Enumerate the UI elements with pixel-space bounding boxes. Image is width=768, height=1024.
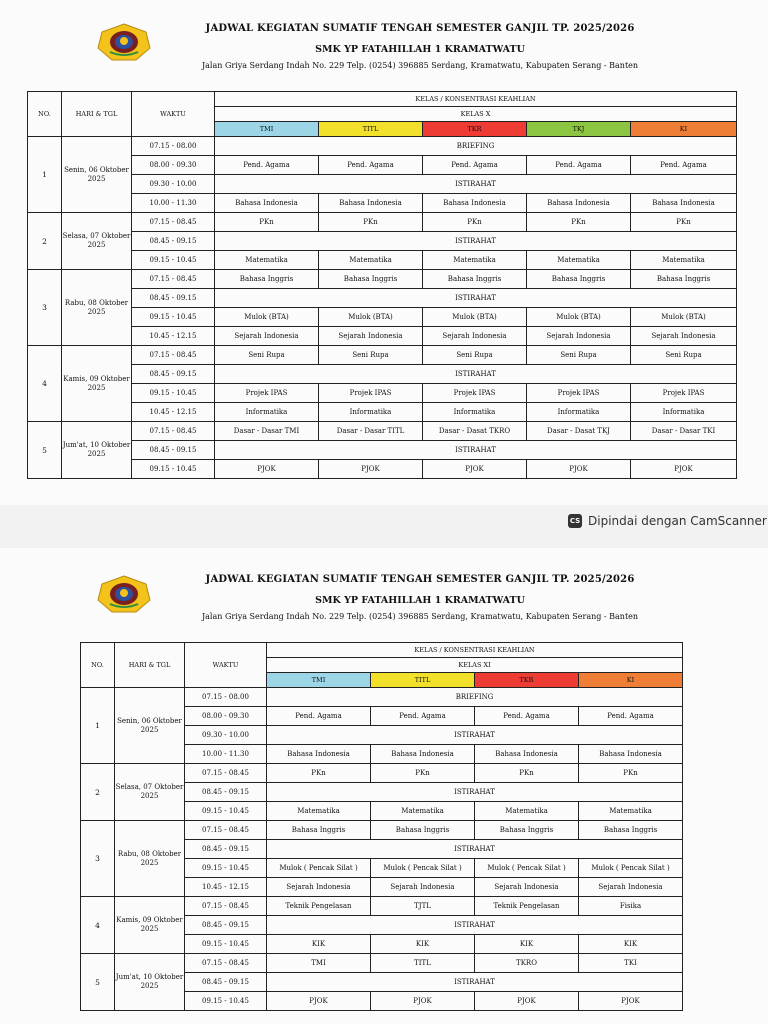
subject-cell: Teknik Pengelasan <box>267 897 371 916</box>
header-row <box>81 643 683 658</box>
document-header <box>140 23 700 70</box>
time-slot: 10.00 - 11.30 <box>185 745 267 764</box>
subject-cell: Seni Rupa <box>631 346 737 365</box>
subject-cell: Mulok ( Pencak Silat ) <box>371 859 475 878</box>
subject-cell: Seni Rupa <box>527 346 631 365</box>
subject-cell: Informatika <box>423 403 527 422</box>
subject-cell: PJOK <box>371 992 475 1011</box>
schedule-row <box>28 175 737 194</box>
subject-cell: Bahasa Inggris <box>423 270 527 289</box>
subject-cell: Pend. Agama <box>579 707 683 726</box>
schedule-row <box>28 346 737 365</box>
subject-cell: Matematika <box>527 251 631 270</box>
merged-activity: ISTIRAHAT <box>215 232 737 251</box>
subject-cell: TITL <box>371 954 475 973</box>
subject-cell: Bahasa Indonesia <box>215 194 319 213</box>
subject-cell: Bahasa Inggris <box>631 270 737 289</box>
subject-cell: Pend. Agama <box>527 156 631 175</box>
schedule-row <box>81 897 683 916</box>
merged-activity: ISTIRAHAT <box>215 289 737 308</box>
subject-cell: PKn <box>371 764 475 783</box>
time-slot: 07.15 - 08.00 <box>185 688 267 707</box>
merged-activity: ISTIRAHAT <box>267 973 683 992</box>
schedule-table-kelas-x <box>27 91 737 479</box>
schedule-row <box>81 764 683 783</box>
subject-cell: Teknik Pengelasan <box>475 897 579 916</box>
day-date: Kamis, 09 Oktober 2025 <box>115 897 185 954</box>
class-header-ki: KI <box>579 673 683 688</box>
subject-cell: Mulok (BTA) <box>319 308 423 327</box>
subject-cell: Bahasa Indonesia <box>319 194 423 213</box>
subject-cell: Pend. Agama <box>267 707 371 726</box>
time-slot: 08.45 - 09.15 <box>132 441 215 460</box>
subject-cell: Mulok ( Pencak Silat ) <box>579 859 683 878</box>
time-slot: 09.15 - 10.45 <box>185 935 267 954</box>
schedule-row <box>28 251 737 270</box>
subject-cell: Matematika <box>579 802 683 821</box>
subject-cell: PJOK <box>579 992 683 1011</box>
day-date: Jum'at, 10 Oktober 2025 <box>115 954 185 1011</box>
subject-cell: PJOK <box>475 992 579 1011</box>
subject-cell: PKn <box>527 213 631 232</box>
time-slot: 07.15 - 08.45 <box>132 346 215 365</box>
schedule-row <box>28 422 737 441</box>
time-slot: 10.45 - 12.15 <box>132 327 215 346</box>
day-number: 4 <box>28 346 62 422</box>
subject-cell: Mulok (BTA) <box>631 308 737 327</box>
school-name: SMK YP FATAHILLAH 1 KRAMATWATU <box>315 44 525 55</box>
time-slot: 09.15 - 10.45 <box>185 992 267 1011</box>
subject-cell: Projek IPAS <box>527 384 631 403</box>
time-slot: 08.45 - 09.15 <box>185 973 267 992</box>
schedule-row <box>28 289 737 308</box>
subject-cell: KIK <box>579 935 683 954</box>
document-header <box>140 574 700 621</box>
subject-cell: Bahasa Inggris <box>579 821 683 840</box>
subject-cell: Sejarah Indonesia <box>215 327 319 346</box>
class-header-titl: TITL <box>319 122 423 137</box>
time-slot: 10.45 - 12.15 <box>132 403 215 422</box>
school-name: SMK YP FATAHILLAH 1 KRAMATWATU <box>315 595 525 606</box>
camscanner-badge <box>568 514 767 528</box>
subject-cell: TKRO <box>475 954 579 973</box>
schedule-page-kelas-xi <box>0 548 768 1024</box>
subject-cell: Bahasa Indonesia <box>527 194 631 213</box>
subject-cell: Mulok ( Pencak Silat ) <box>475 859 579 878</box>
time-slot: 08.45 - 09.15 <box>185 783 267 802</box>
class-header-titl: TITL <box>371 673 475 688</box>
merged-activity: ISTIRAHAT <box>215 441 737 460</box>
subject-cell: PKn <box>579 764 683 783</box>
schedule-table-kelas-xi <box>80 642 683 1011</box>
subject-cell: PKn <box>267 764 371 783</box>
subject-cell: PKn <box>475 764 579 783</box>
time-slot: 09.30 - 10.00 <box>132 175 215 194</box>
subject-cell: Bahasa Indonesia <box>631 194 737 213</box>
time-slot: 09.15 - 10.45 <box>185 802 267 821</box>
document-title: JADWAL KEGIATAN SUMATIF TENGAH SEMESTER GANJIL TP. 2025/2026 <box>205 574 635 585</box>
subject-cell: Bahasa Indonesia <box>475 745 579 764</box>
subject-cell: Informatika <box>319 403 423 422</box>
school-address: Jalan Griya Serdang Indah No. 229 Telp. (0254) 396885 Serdang, Kramatwatu, Kabupaten Serang - Banten <box>201 612 639 621</box>
merged-activity: ISTIRAHAT <box>267 726 683 745</box>
subject-cell: Bahasa Indonesia <box>371 745 475 764</box>
class-header-tmi: TMI <box>267 673 371 688</box>
day-date: Senin, 06 Oktober 2025 <box>115 688 185 764</box>
subject-cell: KIK <box>371 935 475 954</box>
subject-cell: PKn <box>319 213 423 232</box>
subject-cell: Informatika <box>215 403 319 422</box>
day-date: Rabu, 08 Oktober 2025 <box>115 821 185 897</box>
merged-activity: ISTIRAHAT <box>267 783 683 802</box>
subject-cell: PJOK <box>631 460 737 479</box>
class-header-tkj: TKJ <box>527 122 631 137</box>
subject-cell: Informatika <box>631 403 737 422</box>
class-header-tmi: TMI <box>215 122 319 137</box>
subject-cell: Dasar - Dasar TKI <box>631 422 737 441</box>
time-slot: 07.15 - 08.45 <box>185 954 267 973</box>
subject-cell: Pend. Agama <box>319 156 423 175</box>
class-header-tkr: TKR <box>423 122 527 137</box>
time-slot: 09.15 - 10.45 <box>132 384 215 403</box>
subject-cell: Sejarah Indonesia <box>423 327 527 346</box>
header-day: HARI & TGL <box>62 92 132 137</box>
day-number: 5 <box>81 954 115 1011</box>
subject-cell: Bahasa Inggris <box>319 270 423 289</box>
time-slot: 07.15 - 08.45 <box>185 897 267 916</box>
subject-cell: Projek IPAS <box>631 384 737 403</box>
time-slot: 09.15 - 10.45 <box>185 859 267 878</box>
subject-cell: Bahasa Inggris <box>215 270 319 289</box>
subject-cell: Sejarah Indonesia <box>527 327 631 346</box>
subject-cell: Pend. Agama <box>215 156 319 175</box>
subject-cell: PJOK <box>423 460 527 479</box>
day-number: 4 <box>81 897 115 954</box>
schedule-row <box>28 460 737 479</box>
subject-cell: Sejarah Indonesia <box>371 878 475 897</box>
schedule-row <box>81 688 683 707</box>
time-slot: 07.15 - 08.00 <box>132 137 215 156</box>
subject-cell: KIK <box>475 935 579 954</box>
merged-activity: BRIEFING <box>215 137 737 156</box>
subject-cell: Dasar - Dasat TKRO <box>423 422 527 441</box>
day-date: Senin, 06 Oktober 2025 <box>62 137 132 213</box>
subject-cell: Pend. Agama <box>423 156 527 175</box>
header-kelas-konsentrasi: KELAS / KONSENTRASI KEAHLIAN <box>215 92 737 107</box>
time-slot: 09.15 - 10.45 <box>132 251 215 270</box>
subject-cell: TMI <box>267 954 371 973</box>
time-slot: 08.00 - 09.30 <box>185 707 267 726</box>
schedule-row <box>28 194 737 213</box>
day-number: 5 <box>28 422 62 479</box>
day-number: 3 <box>81 821 115 897</box>
merged-activity: BRIEFING <box>267 688 683 707</box>
subject-cell: Pend. Agama <box>631 156 737 175</box>
day-number: 1 <box>81 688 115 764</box>
header-time: WAKTU <box>132 92 215 137</box>
subject-cell: Projek IPAS <box>423 384 527 403</box>
subject-cell: Mulok (BTA) <box>527 308 631 327</box>
subject-cell: PJOK <box>319 460 423 479</box>
header-row <box>28 92 737 107</box>
class-header-ki: KI <box>631 122 737 137</box>
time-slot: 08.45 - 09.15 <box>132 365 215 384</box>
header-time: WAKTU <box>185 643 267 688</box>
subject-cell: Matematika <box>267 802 371 821</box>
subject-cell: Dasar - Dasar TMI <box>215 422 319 441</box>
schedule-row <box>28 327 737 346</box>
schedule-row <box>81 954 683 973</box>
subject-cell: Matematika <box>475 802 579 821</box>
subject-cell: Seni Rupa <box>215 346 319 365</box>
subject-cell: PJOK <box>215 460 319 479</box>
subject-cell: Projek IPAS <box>215 384 319 403</box>
time-slot: 09.15 - 10.45 <box>132 308 215 327</box>
subject-cell: Matematika <box>215 251 319 270</box>
subject-cell: Matematika <box>319 251 423 270</box>
merged-activity: ISTIRAHAT <box>267 840 683 859</box>
subject-cell: KIK <box>267 935 371 954</box>
subject-cell: Mulok ( Pencak Silat ) <box>267 859 371 878</box>
subject-cell: Mulok (BTA) <box>423 308 527 327</box>
subject-cell: Bahasa Indonesia <box>267 745 371 764</box>
subject-cell: PKn <box>631 213 737 232</box>
time-slot: 08.45 - 09.15 <box>132 289 215 308</box>
time-slot: 07.15 - 08.45 <box>185 821 267 840</box>
time-slot: 07.15 - 08.45 <box>132 422 215 441</box>
time-slot: 08.45 - 09.15 <box>132 232 215 251</box>
subject-cell: Bahasa Inggris <box>527 270 631 289</box>
class-header-tkr: TKR <box>475 673 579 688</box>
schedule-row <box>28 403 737 422</box>
subject-cell: Mulok (BTA) <box>215 308 319 327</box>
subject-cell: Sejarah Indonesia <box>475 878 579 897</box>
header-kelas: KELAS XI <box>267 658 683 673</box>
subject-cell: Pend. Agama <box>475 707 579 726</box>
subject-cell: Fisika <box>579 897 683 916</box>
day-number: 1 <box>28 137 62 213</box>
header-no: NO. <box>81 643 115 688</box>
time-slot: 10.00 - 11.30 <box>132 194 215 213</box>
subject-cell: Bahasa Inggris <box>267 821 371 840</box>
header-kelas: KELAS X <box>215 107 737 122</box>
time-slot: 07.15 - 08.45 <box>132 213 215 232</box>
time-slot: 08.45 - 09.15 <box>185 840 267 859</box>
subject-cell: Bahasa Inggris <box>475 821 579 840</box>
document-title: JADWAL KEGIATAN SUMATIF TENGAH SEMESTER GANJIL TP. 2025/2026 <box>205 23 635 34</box>
day-date: Selasa, 07 Oktober 2025 <box>115 764 185 821</box>
day-date: Kamis, 09 Oktober 2025 <box>62 346 132 422</box>
schedule-row <box>28 213 737 232</box>
day-date: Jum'at, 10 Oktober 2025 <box>62 422 132 479</box>
day-date: Selasa, 07 Oktober 2025 <box>62 213 132 270</box>
subject-cell: Pend. Agama <box>371 707 475 726</box>
merged-activity: ISTIRAHAT <box>215 175 737 194</box>
subject-cell: Sejarah Indonesia <box>267 878 371 897</box>
subject-cell: Informatika <box>527 403 631 422</box>
schedule-row <box>81 821 683 840</box>
time-slot: 10.45 - 12.15 <box>185 878 267 897</box>
time-slot: 07.15 - 08.45 <box>132 270 215 289</box>
time-slot: 07.15 - 08.45 <box>185 764 267 783</box>
camscanner-icon: CS <box>568 514 582 528</box>
time-slot: 08.45 - 09.15 <box>185 916 267 935</box>
subject-cell: PKn <box>423 213 527 232</box>
subject-cell: Sejarah Indonesia <box>579 878 683 897</box>
school-address: Jalan Griya Serdang Indah No. 229 Telp. (0254) 396885 Serdang, Kramatwatu, Kabupaten Serang - Banten <box>201 61 639 70</box>
subject-cell: Seni Rupa <box>319 346 423 365</box>
subject-cell: Matematika <box>423 251 527 270</box>
time-slot: 09.30 - 10.00 <box>185 726 267 745</box>
schedule-row <box>28 365 737 384</box>
header-no: NO. <box>28 92 62 137</box>
subject-cell: Bahasa Indonesia <box>579 745 683 764</box>
schedule-row <box>28 232 737 251</box>
subject-cell: Matematika <box>371 802 475 821</box>
time-slot: 08.00 - 09.30 <box>132 156 215 175</box>
day-date: Rabu, 08 Oktober 2025 <box>62 270 132 346</box>
subject-cell: PJOK <box>267 992 371 1011</box>
subject-cell: Dasar - Dasat TKJ <box>527 422 631 441</box>
schedule-row <box>28 441 737 460</box>
subject-cell: PJOK <box>527 460 631 479</box>
day-number: 3 <box>28 270 62 346</box>
merged-activity: ISTIRAHAT <box>215 365 737 384</box>
header-day: HARI & TGL <box>115 643 185 688</box>
subject-cell: Seni Rupa <box>423 346 527 365</box>
schedule-page-kelas-x <box>0 0 768 505</box>
schedule-row <box>28 270 737 289</box>
day-number: 2 <box>81 764 115 821</box>
subject-cell: TKI <box>579 954 683 973</box>
subject-cell: Bahasa Indonesia <box>423 194 527 213</box>
time-slot: 09.15 - 10.45 <box>132 460 215 479</box>
subject-cell: Projek IPAS <box>319 384 423 403</box>
camscanner-label: Dipindai dengan CamScanner <box>588 514 767 528</box>
schedule-row <box>28 137 737 156</box>
subject-cell: Sejarah Indonesia <box>319 327 423 346</box>
subject-cell: Sejarah Indonesia <box>631 327 737 346</box>
subject-cell: PKn <box>215 213 319 232</box>
header-kelas-konsentrasi: KELAS / KONSENTRASI KEAHLIAN <box>267 643 683 658</box>
schedule-row <box>28 384 737 403</box>
schedule-row <box>28 156 737 175</box>
subject-cell: Matematika <box>631 251 737 270</box>
merged-activity: ISTIRAHAT <box>267 916 683 935</box>
subject-cell: TJTL <box>371 897 475 916</box>
subject-cell: Bahasa Inggris <box>371 821 475 840</box>
schedule-row <box>28 308 737 327</box>
subject-cell: Dasar - Dasar TITL <box>319 422 423 441</box>
day-number: 2 <box>28 213 62 270</box>
